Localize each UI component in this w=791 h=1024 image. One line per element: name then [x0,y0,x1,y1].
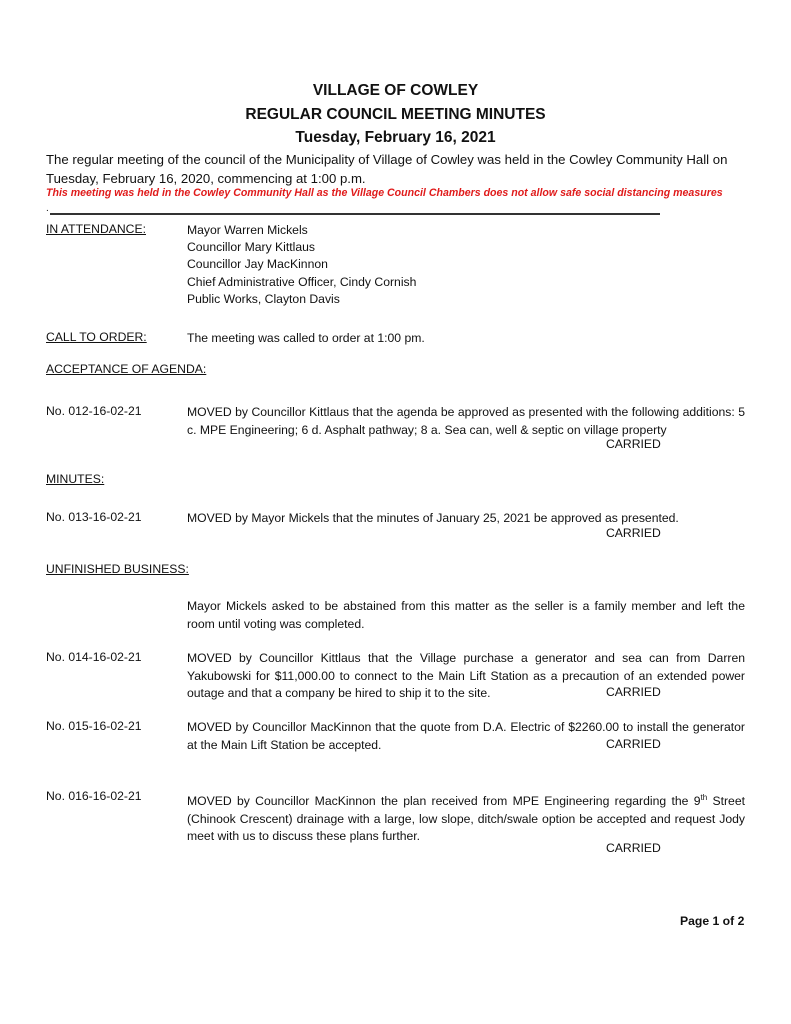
motion-text [187,650,745,703]
motion-status: CARRIED [606,685,661,699]
motion-number: No. 014-16-02-21 [46,650,142,664]
motion-status: CARRIED [606,841,661,855]
call-to-order-text: The meeting was called to order at 1:00 pm. [187,331,425,345]
document-title: VILLAGE OF COWLEY [312,82,479,99]
meeting-date: Tuesday, February 16, 2021 [295,129,496,146]
attendance-label: IN ATTENDANCE: [46,222,146,236]
motion-text-part: Street (Chinook Crescent) drainage with a large, low slope, ditch/swale option be accepted and request Jody meet with us to discuss these plans further. [187,794,745,844]
motion-number: No. 012-16-02-21 [46,404,142,418]
motion-number: No. 013-16-02-21 [46,510,142,524]
section-minutes-heading: MINUTES: [46,472,105,486]
section-unfinished-heading: UNFINISHED BUSINESS: [46,562,189,576]
document-subtitle: REGULAR COUNCIL MEETING MINUTES [245,106,546,123]
page-number: Page 1 of 2 [680,914,745,928]
motion-text-part: MOVED by Councillor MacKinnon the plan received from MPE Engineering regarding the 9 [187,794,701,809]
motion-status: CARRIED [606,437,661,451]
motion-text-content: MOVED by Councillor Kittlaus that the Village purchase a generator and sea can from Darren Yakubowski for $11,000.00 to connect to the Main Lift Station as a precaution of an extended power outage and that a company be hired to ship it to the site. [187,651,745,700]
motion-status: CARRIED [606,526,661,540]
motion-number: No. 015-16-02-21 [46,719,142,733]
attendee: Councillor Mary Kittlaus [187,240,316,255]
attendee: Public Works, Clayton Davis [187,291,340,306]
motion-text: MOVED by Mayor Mickels that the minutes of January 25, 2021 be approved as presented. [187,511,679,525]
motion-number: No. 016-16-02-21 [46,789,142,803]
motion-text: MOVED by Councillor MacKinnon that the quote from D.A. Electric of $2260.00 to install the generator at the Main Lift Station be accepted. [187,720,745,752]
abstention-note: Mayor Mickels asked to be abstained from this matter as the seller is a family member and left the room until voting was completed. [187,599,745,631]
horizontal-rule [50,213,660,215]
distancing-notice: This meeting was held in the Cowley Community Hall as the Village Council Chambers does not allow safe social distancing measures [46,187,723,199]
attendance-list [187,222,416,308]
ordinal-suffix: th [700,793,708,802]
motion-text: MOVED by Councillor Kittlaus that the agenda be approved as presented with the following additions: 5 c. MPE Engineering; 6 d. Asphalt pathway; 8 a. Sea can, well & septic on village property [187,405,745,437]
rule-dot: . [46,203,49,214]
motion-status: CARRIED [606,737,661,751]
attendee: Mayor Warren Mickels [187,223,308,237]
attendee: Councillor Jay MacKinnon [187,257,328,272]
intro-paragraph: The regular meeting of the council of the Municipality of Village of Cowley was held in the Cowley Community Hall on Tuesday, February 16, 2020, commencing at 1:00 p.m. [46,152,728,186]
call-to-order-label: CALL TO ORDER: [46,330,147,344]
attendee: Chief Administrative Officer, Cindy Cornish [187,274,417,289]
section-agenda-heading: ACCEPTANCE OF AGENDA: [46,362,207,376]
motion-text [187,789,745,846]
